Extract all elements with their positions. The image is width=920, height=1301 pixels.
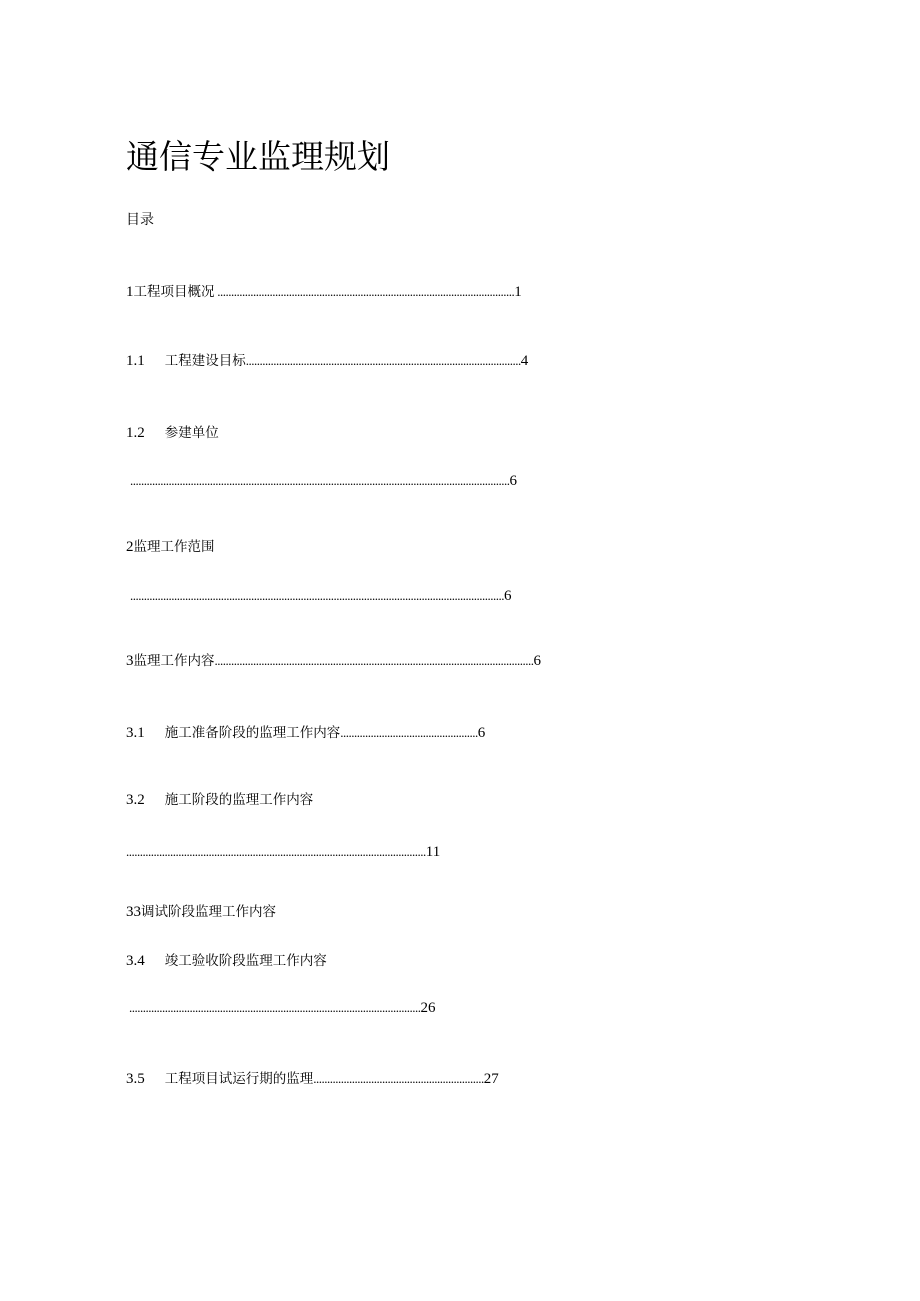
toc-entry-page: 6 bbox=[509, 473, 517, 489]
toc-entry-label: 竣工验收阶段监理工作内容 bbox=[164, 953, 327, 969]
toc-entry[interactable] bbox=[126, 951, 327, 972]
toc-entry-page: 26 bbox=[420, 1000, 436, 1016]
toc-entry-leader: ............................................................................................................ bbox=[214, 284, 515, 299]
toc-entry-number: 1.1 bbox=[126, 353, 145, 369]
toc-entry-leader: .................................................................................................................... bbox=[214, 653, 534, 668]
toc-heading: 目录 bbox=[126, 212, 154, 228]
toc-entry-page: 1 bbox=[514, 284, 522, 300]
toc-entry[interactable] bbox=[126, 902, 276, 923]
toc-entry[interactable] bbox=[126, 1069, 499, 1090]
toc-entry[interactable] bbox=[126, 282, 522, 303]
toc-entry-number: 3.1 bbox=[126, 725, 145, 741]
toc-entry-page: 6 bbox=[504, 588, 512, 604]
toc-entry-number: 3 bbox=[126, 653, 134, 669]
toc-entry-label: 调试阶段监理工作内容 bbox=[141, 904, 276, 920]
toc-entry-leader: .......................................................................................................... bbox=[129, 1000, 421, 1015]
toc-entry-continuation[interactable] bbox=[130, 586, 512, 607]
toc-entry-page: 6 bbox=[533, 653, 541, 669]
toc-entry-continuation[interactable] bbox=[130, 471, 517, 492]
toc-entry-continuation[interactable] bbox=[126, 842, 440, 863]
toc-entry-page: 4 bbox=[520, 353, 529, 369]
toc-entry-number: 3.4 bbox=[126, 953, 145, 969]
document-title: 通信专业监理规划 bbox=[126, 137, 390, 176]
toc-entry-number: 3.2 bbox=[126, 792, 145, 808]
toc-entry[interactable] bbox=[126, 423, 219, 444]
toc-entry-label: 施工准备阶段的监理工作内容 bbox=[164, 725, 341, 741]
toc-entry-page: 27 bbox=[483, 1071, 499, 1087]
toc-entry-page: 11 bbox=[425, 844, 441, 860]
toc-entry-continuation[interactable] bbox=[129, 998, 436, 1019]
toc-entry-label: 监理工作内容 bbox=[133, 653, 215, 669]
toc-entry-label: 工程建设目标 bbox=[164, 353, 246, 369]
toc-entry-number: 1 bbox=[126, 284, 134, 300]
toc-entry-label: 参建单位 bbox=[164, 425, 219, 441]
toc-entry-leader: .............................................................. bbox=[313, 1071, 484, 1086]
toc-entry[interactable] bbox=[126, 537, 215, 558]
toc-entry-label: 工程项目试运行期的监理 bbox=[164, 1071, 314, 1087]
toc-entry-number: 1.2 bbox=[126, 425, 145, 441]
toc-entry[interactable] bbox=[126, 651, 541, 672]
toc-entry-label: 监理工作范围 bbox=[133, 539, 215, 555]
toc-entry[interactable] bbox=[126, 351, 528, 372]
toc-entry-number: 2 bbox=[126, 539, 134, 555]
toc-entry-page: 6 bbox=[477, 725, 486, 741]
toc-entry-leader: .................................................. bbox=[340, 725, 478, 740]
toc-entry-number: 33 bbox=[126, 904, 141, 920]
toc-entry-number: 3.5 bbox=[126, 1071, 145, 1087]
toc-entry-leader: .......................................................................................................................................... bbox=[130, 473, 510, 488]
toc-entry-label: 施工阶段的监理工作内容 bbox=[164, 792, 314, 808]
toc-entry-leader: ............................................................................................................. bbox=[126, 844, 426, 859]
toc-entry-leader: ........................................................................................................................................ bbox=[130, 588, 504, 603]
toc-entry-label: 工程项目概况 bbox=[133, 284, 215, 300]
toc-entry-leader: .................................................................................................... bbox=[245, 353, 521, 368]
toc-entry[interactable] bbox=[126, 723, 485, 744]
toc-entry[interactable] bbox=[126, 790, 313, 811]
